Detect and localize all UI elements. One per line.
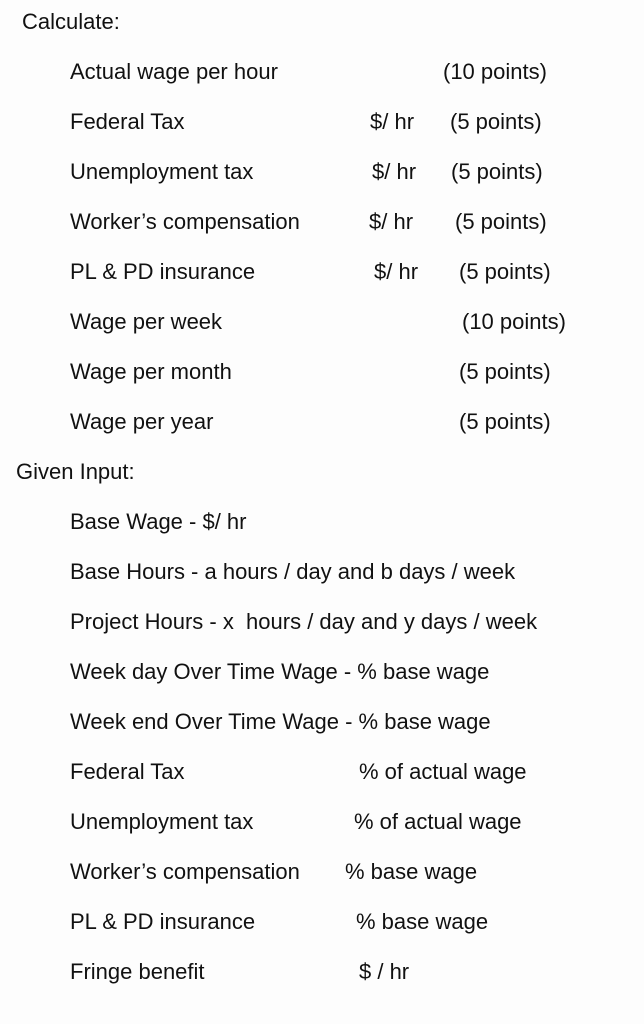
calc-label-wage-month: Wage per month [70,359,232,384]
calc-points-wage-year: (5 points) [459,409,551,434]
given-heading: Given Input: [16,459,135,484]
calc-points-wage-week: (10 points) [462,309,566,334]
calc-label-wage-week: Wage per week [70,309,223,334]
given-value-federal-tax: % of actual wage [359,759,527,784]
calc-unit-plpd-insurance: $/ hr [374,259,419,284]
given-line-base-hours: Base Hours - a hours / day and b days / week [70,559,516,584]
calc-points-federal-tax: (5 points) [450,109,542,134]
given-label-workers-comp: Worker’s compensation [70,859,300,884]
given-label-federal-tax: Federal Tax [70,759,185,784]
calc-points-actual-wage: (10 points) [443,59,547,84]
given-line-project-hours: Project Hours - x hours / day and y days / week [70,609,538,634]
given-label-plpd-insurance: PL & PD insurance [70,909,256,934]
calc-points-plpd-insurance: (5 points) [459,259,551,284]
calc-unit-unemployment-tax: $/ hr [372,159,417,184]
given-value-fringe-benefit: $ / hr [359,959,410,984]
calc-label-plpd-insurance: PL & PD insurance [70,259,256,284]
calc-unit-federal-tax: $/ hr [370,109,415,134]
given-line-weekday-ot: Week day Over Time Wage - % base wage [70,659,490,684]
given-line-base-wage: Base Wage - $/ hr [70,509,247,534]
calc-points-unemployment-tax: (5 points) [451,159,543,184]
given-value-unemployment-tax: % of actual wage [354,809,522,834]
calc-label-wage-year: Wage per year [70,409,214,434]
given-line-weekend-ot: Week end Over Time Wage - % base wage [70,709,491,734]
calc-label-federal-tax: Federal Tax [70,109,185,134]
given-value-workers-comp: % base wage [345,859,478,884]
given-value-plpd-insurance: % base wage [356,909,489,934]
given-label-unemployment-tax: Unemployment tax [70,809,254,834]
calc-label-unemployment-tax: Unemployment tax [70,159,254,184]
calc-points-wage-month: (5 points) [459,359,551,384]
calc-label-actual-wage: Actual wage per hour [70,59,278,84]
calc-points-workers-comp: (5 points) [455,209,547,234]
calc-unit-workers-comp: $/ hr [369,209,414,234]
given-label-fringe-benefit: Fringe benefit [70,959,205,984]
calculate-heading: Calculate: [22,9,120,34]
calc-label-workers-comp: Worker’s compensation [70,209,300,234]
